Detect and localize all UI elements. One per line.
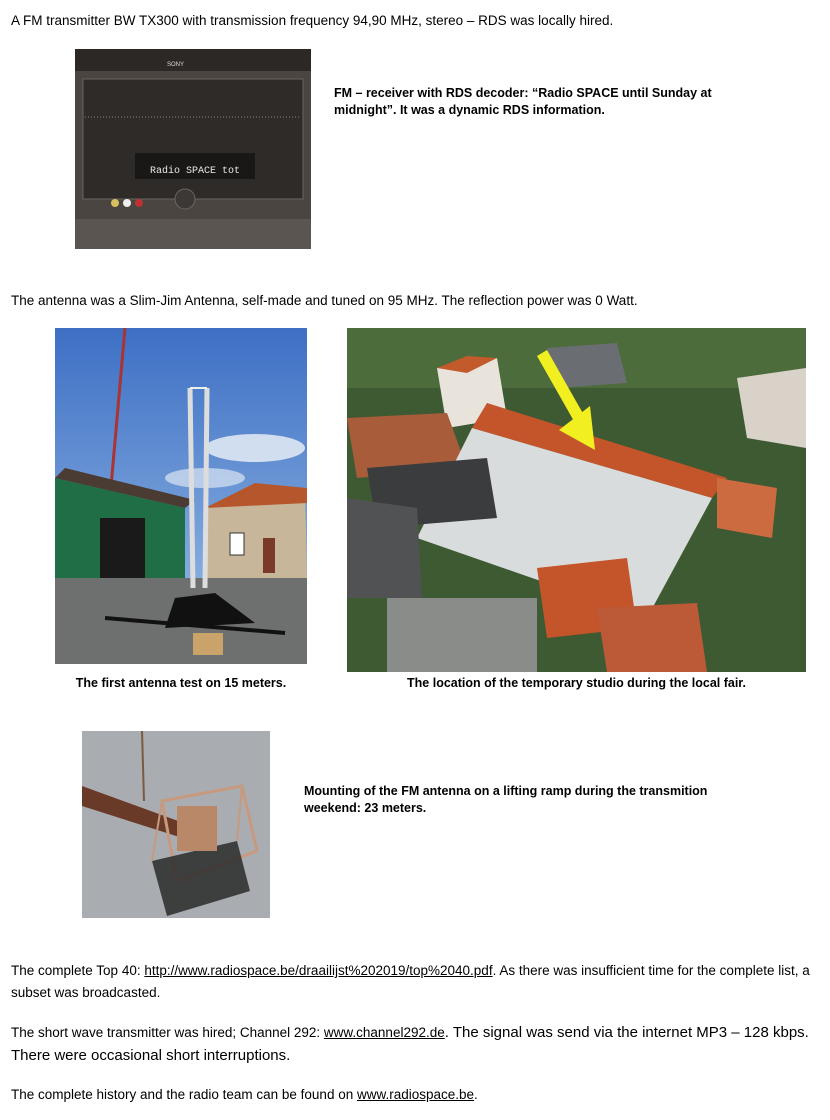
history-suffix: . (474, 1087, 478, 1102)
antenna-test-illustration (55, 328, 307, 664)
receiver-photo (75, 49, 311, 249)
receiver-brand: SONY (167, 62, 185, 68)
history-prefix: The complete history and the radio team can be found on (11, 1087, 357, 1102)
shortwave-suffix: . The signal was send via the internet MP3 – 128 kbps. There were occasional short interruptions. (11, 1024, 809, 1064)
receiver-illustration (75, 49, 311, 249)
mounting-caption: Mounting of the FM antenna on a lifting ramp during the transmition weekend: 23 meters. (304, 784, 708, 815)
top40-link[interactable]: http://www.radiospace.be/draailijst%202019/top%2040.pdf (144, 963, 493, 978)
top40-paragraph (11, 960, 821, 1004)
receiver-display: Radio SPACE tot (150, 166, 241, 177)
mounting-illustration (82, 731, 270, 918)
shortwave-prefix: The short wave transmitter was hired; Channel 292: (11, 1025, 324, 1040)
history-paragraph (11, 1085, 821, 1104)
top40-prefix: The complete Top 40: (11, 963, 145, 978)
location-photo (347, 328, 806, 672)
antenna-test-caption: The first antenna test on 15 meters. (75, 676, 287, 690)
location-illustration (347, 328, 806, 672)
shortwave-link[interactable]: www.channel292.de (323, 1025, 445, 1040)
receiver-caption: FM – receiver with RDS decoder: “Radio SPACE until Sunday at midnight”. It was a dynamic RDS information. (334, 86, 712, 117)
shortwave-paragraph (11, 1021, 826, 1067)
mounting-photo (82, 731, 270, 918)
top40-suffix: . As there was insufficient time for the complete list, a subset was broadcasted. (11, 963, 810, 1000)
antenna-test-photo (55, 328, 307, 664)
location-caption: The location of the temporary studio during the local fair. (407, 676, 746, 690)
intro-text: A FM transmitter BW TX300 with transmission frequency 94,90 MHz, stereo – RDS was locally hired. (11, 13, 614, 28)
antenna-text: The antenna was a Slim-Jim Antenna, self-made and tuned on 95 MHz. The reflection power was 0 Watt. (11, 293, 638, 308)
history-link[interactable]: www.radiospace.be (356, 1087, 475, 1102)
